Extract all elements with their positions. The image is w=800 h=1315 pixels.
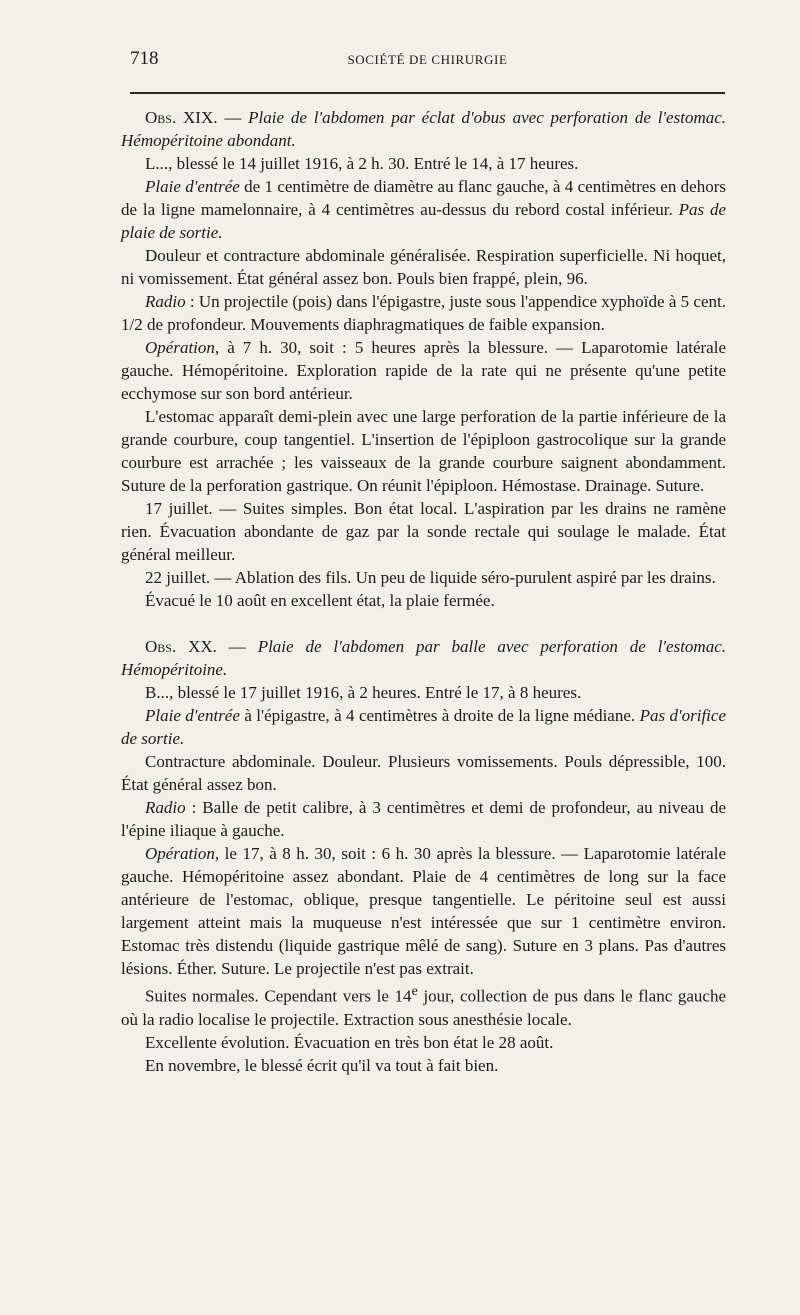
obs-19-paragraph xyxy=(121,290,726,336)
page-header xyxy=(130,48,725,78)
lead-italic: Opération xyxy=(145,338,215,357)
obs-19-paragraph: Douleur et contracture abdominale généralisée. Respiration superficielle. Ni hoquet, ni vomissement. État général assez bon. Pouls bien frappé, plein, 96. xyxy=(121,246,726,288)
obs-20-paragraph: En novembre, le blessé écrit qu'il va tout à fait bien. xyxy=(145,1055,499,1075)
lead-italic: Radio xyxy=(145,292,186,311)
lead-italic: Radio xyxy=(145,798,186,817)
obs-20-label: Obs. XX. xyxy=(145,637,217,656)
obs-20-paragraph: B..., blessé le 17 juillet 1916, à 2 heures. Entré le 17, à 8 heures. xyxy=(145,683,582,702)
obs-19-dash: — xyxy=(217,108,249,127)
obs-20-paragraph xyxy=(121,980,726,1031)
header-rule xyxy=(130,92,725,94)
obs-19-label: Obs. XIX. xyxy=(145,108,218,127)
obs-20-paragraph xyxy=(121,704,726,750)
obs-19-title: Plaie de l'abdomen par éclat d'obus avec perforation de l'estomac. Hémopéritoine abondant. xyxy=(121,108,727,150)
tail-italic: Pas d'orifice de sortie. xyxy=(121,706,726,748)
obs-20-heading xyxy=(121,635,726,681)
paragraph-text: , le 17, à 8 h. 30, soit : 6 h. 30 après la blessure. — Laparotomie latérale gauche. Hémopéritoine assez abondant. Plaie de 4 centimètres de long sur la face antérieure de l'estomac, oblique, presque tangentielle. Le péritoine seul est aussi largement atteint mais la muqueuse n'est intéressée que sur 1 centimètre environ. Estomac très distendu (liquide gastrique mêlé de sang). Suture en 3 plans. Pas d'autres lésions. Éther. Suture. Le projectile n'est pas extrait. xyxy=(121,844,726,978)
lead-italic: Plaie d'entrée xyxy=(145,177,240,196)
paragraph-text: : Balle de petit calibre, à 3 centimètres et demi de profondeur, au niveau de l'épine iliaque à gauche. xyxy=(121,798,726,840)
running-title: SOCIÉTÉ DE CHIRURGIE xyxy=(347,52,508,67)
section-gap xyxy=(121,612,726,635)
document-body xyxy=(121,106,726,1077)
paragraph-text: jour, collection de pus dans le flanc gauche où la radio localise le projectile. Extraction sous anesthésie locale. xyxy=(121,986,726,1029)
obs-19-paragraph: L'estomac apparaît demi-plein avec une large perforation de la partie inférieure de la grande courbure, coup tangentiel. L'insertion de l'épiploon gastrocolique sur la grande courbure est arrachée ; les vaisseaux de la grande courbure saignent abondamment. Suture de la perforation gastrique. On réunit l'épiploon. Hémostase. Drainage. Suture. xyxy=(121,407,726,495)
obs-19-paragraph: L..., blessé le 14 juillet 1916, à 2 h. 30. Entré le 14, à 17 heures. xyxy=(145,154,579,173)
tail-italic: Pas de plaie de sortie. xyxy=(121,200,727,242)
obs-19-heading xyxy=(121,106,726,152)
obs-20-dash: — xyxy=(216,637,258,656)
lead-italic: Opération xyxy=(145,844,215,863)
obs-20-paragraph: Excellente évolution. Évacuation en très bon état le 28 août. xyxy=(145,1032,554,1052)
obs-20-paragraph xyxy=(121,842,726,980)
obs-19-paragraph: 17 juillet. — Suites simples. Bon état local. L'aspiration par les drains ne ramène rien. Évacuation abondante de gaz par la sonde rectale qui soulage le malade. État général meilleur. xyxy=(121,499,726,564)
obs-19-paragraph xyxy=(121,175,726,244)
paragraph-text: , à 7 h. 30, soit : 5 heures après la blessure. — Laparotomie latérale gauche. Hémopéritoine. Exploration rapide de la rate qui ne présente qu'une petite ecchymose sur son bord antérieur. xyxy=(121,338,726,403)
obs-20-title: Plaie de l'abdomen par balle avec perforation de l'estomac. Hémopéritoine. xyxy=(121,637,727,679)
paragraph-text: à l'épigastre, à 4 centimètres à droite de la ligne médiane. xyxy=(239,706,640,725)
paragraph-text: de 1 centimètre de diamètre au flanc gauche, à 4 centimètres en dehors de la ligne mamelonnaire, à 4 centimètres au-dessus du rebord costal inférieur. xyxy=(121,177,726,219)
obs-19-paragraph: Évacué le 10 août en excellent état, la plaie fermée. xyxy=(145,591,495,610)
superscript: e xyxy=(411,983,418,999)
obs-19-paragraph xyxy=(121,336,726,405)
obs-19-paragraph: 22 juillet. — Ablation des fils. Un peu de liquide séro-purulent aspiré par les drains. xyxy=(145,568,716,587)
obs-20-paragraph: Contracture abdominale. Douleur. Plusieurs vomissements. Pouls dépressible, 100. État général assez bon. xyxy=(121,752,726,794)
paragraph-text: Suites normales. Cependant vers le 14 xyxy=(145,986,412,1006)
paragraph-text: : Un projectile (pois) dans l'épigastre, juste sous l'appendice xyphoïde à 5 cent. 1/2 de profondeur. Mouvements diaphragmatiques de faible expansion. xyxy=(121,292,726,334)
lead-italic: Plaie d'entrée xyxy=(145,706,240,725)
obs-20-paragraph xyxy=(121,796,726,842)
page-number: 718 xyxy=(130,48,159,69)
